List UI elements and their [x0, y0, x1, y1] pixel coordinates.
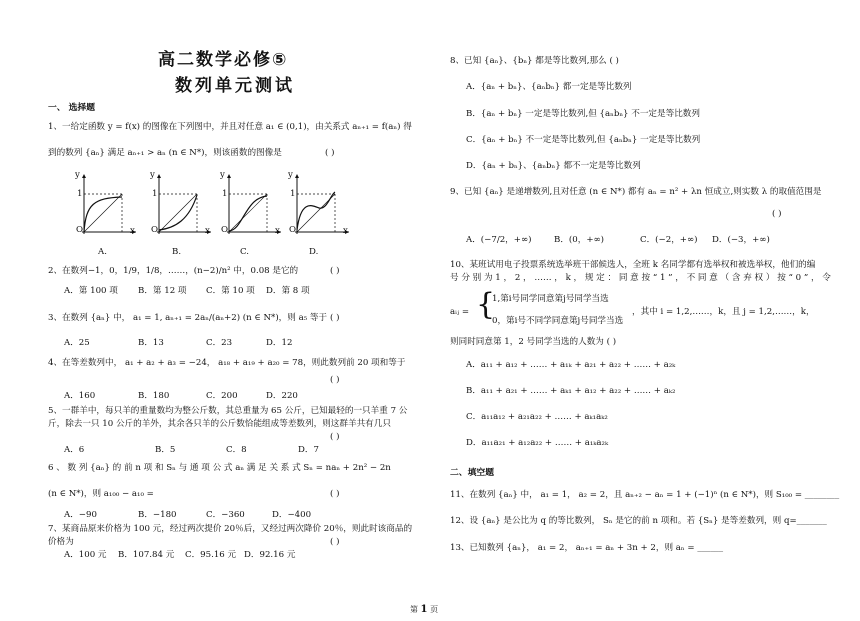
- page-number: 1: [420, 604, 428, 615]
- graph-d-origin: O: [289, 225, 297, 235]
- question-2-option-a: A．第 100 项: [64, 286, 118, 296]
- page-footer-suffix: 页: [430, 605, 439, 614]
- question-2-option-c: C．第 10 项: [206, 286, 255, 296]
- page-footer: [410, 604, 438, 617]
- question-10-option-c: C．a₁₁a₁₂ + a₂₁a₂₂ + …… + aₖ₁aₖ₂: [466, 412, 608, 422]
- section-fill-heading: 二、填空题: [450, 468, 494, 478]
- question-6-line-1: 6 、 数 列 {aₙ} 的 前 n 项 和 Sₙ 与 通 项 公 式 aₙ 满 足 关 系 式 Sₙ = naₙ + 2n² − 2n: [48, 463, 391, 473]
- graph-a-origin: O: [76, 225, 84, 235]
- question-4-option-d: D．220: [266, 391, 298, 401]
- graph-c-origin: O: [221, 225, 229, 235]
- question-10-line-3: 则同时同意第 1，2 号同学当选的人数为 ( ): [450, 337, 617, 347]
- question-5-option-d: D．7: [298, 445, 319, 455]
- graph-c-one: 1: [222, 189, 228, 199]
- question-1-answer-paren: ( ): [325, 148, 335, 158]
- question-9: 9、已知 {aₙ} 是递增数列,且对任意 (n ∈ N*) 都有 aₙ = n² + λn 恒成立,则实数 λ 的取值范围是: [450, 187, 822, 197]
- graph-c-y-label: y: [220, 170, 225, 180]
- graph-b-x-label: x: [205, 226, 210, 236]
- question-8-option-c: C．{aₙ + bₙ} 不一定是等比数列,但 {aₙbₙ} 一定是等比数列: [466, 135, 701, 145]
- question-8-option-d: D．{aₙ + bₙ}、{aₙbₙ} 都不一定是等比数列: [466, 161, 641, 171]
- question-7-option-c: C．95.16 元: [185, 550, 237, 560]
- question-2: 2、在数列−1，0，1/9，1/8，……，(n−2)/n² 中，0.08 是它的: [48, 266, 299, 276]
- question-3-answer-paren: ( ): [330, 313, 340, 323]
- question-10-option-a: A．a₁₁ + a₁₂ + …… + a₁ₖ + a₂₁ + a₂₂ + …… + a₂ₖ: [466, 360, 676, 370]
- graph-d-one: 1: [290, 189, 296, 199]
- page-title: 高二数学必修⑤: [158, 50, 289, 70]
- question-6-option-b: B．−180: [138, 510, 177, 520]
- question-7-line-2: 价格为: [48, 537, 74, 547]
- question-10-option-b: B．a₁₁ + a₂₁ + …… + aₖ₁ + a₁₂ + a₂₂ + …… + aₖ₂: [466, 386, 676, 396]
- question-10-condition: ，其中 i = 1,2,……，k，且 j = 1,2,……，k，: [632, 307, 815, 317]
- question-6-answer-paren: ( ): [330, 489, 340, 499]
- question-10-line-2: 号 分 别 为 1 ， 2 ， …… ， k ， 规 定 ： 同 意 按 “ 1 ” ， 不 同 意 （ 含 弃 权 ） 按 “ 0 ” ， 令: [450, 273, 831, 283]
- question-5-line-1: 5、一群羊中，每只羊的重量数均为整公斤数，其总重量为 65 公斤，已知最轻的一只羊重 7 公: [48, 406, 408, 416]
- question-9-option-b: B．(0，+∞): [554, 235, 605, 245]
- section-choice-heading: 一、 选择题: [48, 103, 96, 113]
- question-6-option-a: A．−90: [64, 510, 97, 520]
- graph-b-caption: B.: [172, 247, 182, 257]
- question-5-line-2: 斤，除去一只 10 公斤的羊外，其余各只羊的公斤数恰能组成等差数列，则这群羊共有几只: [48, 419, 391, 429]
- question-10-case-2: 0，第i号不同学同意第j号同学当选: [492, 316, 624, 326]
- question-5-option-c: C．8: [226, 445, 247, 455]
- graph-a-x-label: x: [130, 226, 135, 236]
- question-3-option-c: C．23: [206, 338, 233, 348]
- question-7-answer-paren: ( ): [330, 537, 340, 547]
- question-12: 12、设 {aₙ} 是公比为 q 的等比数列， Sₙ 是它的前 n 项和。若 {Sₙ} 是等差数列，则 q=_______: [450, 516, 827, 526]
- question-3-option-a: A．25: [64, 338, 90, 348]
- question-2-option-b: B．第 12 项: [138, 286, 187, 296]
- question-2-option-d: D．第 8 项: [266, 286, 310, 296]
- question-2-answer-paren: ( ): [330, 266, 340, 276]
- question-4-option-b: B．180: [138, 391, 170, 401]
- graph-b-y-label: y: [150, 170, 155, 180]
- question-10-brace: {: [476, 287, 496, 322]
- graph-a-y-label: y: [75, 170, 80, 180]
- question-9-option-c: C．(−2，+∞): [640, 235, 698, 245]
- question-10-option-d: D．a₁₁a₂₁ + a₁₂a₂₂ + …… + a₁ₖa₂ₖ: [466, 438, 609, 448]
- question-1-line-2: 到的数列 {aₙ} 满足 aₙ₊₁ > aₙ (n ∈ N*)，则该函数的图像是: [48, 148, 282, 158]
- question-5-answer-paren: ( ): [330, 432, 340, 442]
- question-11: 11、在数列 {aₙ} 中， a₁ = 1， a₂ = 2，且 aₙ₊₂ − aₙ = 1 + (−1)ⁿ (n ∈ N*)，则 S₁₀₀ = ________: [450, 490, 840, 500]
- graph-b-origin: O: [151, 225, 159, 235]
- question-6-option-c: C．−360: [206, 510, 245, 520]
- question-5-option-a: A．6: [64, 445, 85, 455]
- graph-d-x-label: x: [343, 226, 348, 236]
- graph-c-caption: C.: [240, 247, 250, 257]
- graph-a-one: 1: [77, 189, 83, 199]
- graph-d-y-label: y: [288, 170, 293, 180]
- question-7-line-1: 7、某商品原来价格为 100 元，经过两次提价 20％后，又经过两次降价 20％，则此时该商品的: [48, 524, 413, 534]
- question-6-line-2: (n ∈ N*)，则 a₁₀₀ − a₁₀ =: [48, 489, 154, 499]
- question-6-option-d: D．−400: [272, 510, 312, 520]
- question-3-option-b: B．13: [138, 338, 164, 348]
- question-7-option-a: A．100 元: [64, 550, 107, 560]
- question-10-case-1: 1,第i号同学同意第j号同学当选: [492, 294, 609, 304]
- graph-d-caption: D.: [309, 247, 319, 257]
- question-1-line-1: 1、一给定函数 y = f(x) 的图像在下列图中，并且对任意 a₁ ∈ (0,1)，由关系式 aₙ₊₁ = f(aₙ) 得: [48, 122, 412, 132]
- question-8: 8、已知 {aₙ}、{bₙ} 都是等比数列,那么 ( ): [450, 56, 619, 66]
- page-subtitle: 数列单元测试: [175, 76, 295, 96]
- question-4-option-c: C．200: [206, 391, 238, 401]
- graph-c-x-label: x: [275, 226, 280, 236]
- question-9-option-a: A．(−7/2，+∞): [466, 235, 532, 245]
- question-7-option-b: B．107.84 元: [118, 550, 175, 560]
- graph-a-caption: A.: [98, 247, 107, 257]
- question-10-aij: aᵢⱼ =: [450, 307, 470, 317]
- question-3-option-d: D．12: [266, 338, 293, 348]
- question-8-option-b: B．{aₙ + bₙ} 一定是等比数列,但 {aₙbₙ} 不一定是等比数列: [466, 109, 700, 119]
- question-4: 4、在等差数列中， a₁ + a₂ + a₃ = −24， a₁₈ + a₁₉ + a₂₀ = 78，则此数列前 20 项和等于: [48, 358, 406, 368]
- question-9-answer-paren: ( ): [772, 209, 782, 219]
- question-10-line-1: 10、某班试用电子投票系统选举班干部候选人，全班 k 名同学都有选举权和被选举权，他们的编: [450, 260, 816, 270]
- page-footer-prefix: 第: [410, 605, 418, 614]
- question-4-option-a: A．160: [64, 391, 96, 401]
- question-9-option-d: D．(−3，+∞): [712, 235, 770, 245]
- question-8-option-a: A．{aₙ + bₙ}、{aₙbₙ} 都一定是等比数列: [466, 82, 632, 92]
- question-4-answer-paren: ( ): [330, 375, 340, 385]
- question-3: 3、在数列 {aₙ} 中， a₁ = 1, aₙ₊₁ = 2aₙ/(aₙ+2) (n ∈ N*)，则 a₅ 等于: [48, 313, 328, 323]
- question-5-option-b: B．5: [155, 445, 176, 455]
- graph-b-one: 1: [152, 189, 158, 199]
- question-7-option-d: D．92.16 元: [244, 550, 296, 560]
- question-13: 13、已知数列 {aₙ}， a₁ = 2， aₙ₊₁ = aₙ + 3n + 2，则 aₙ = ______: [450, 543, 724, 553]
